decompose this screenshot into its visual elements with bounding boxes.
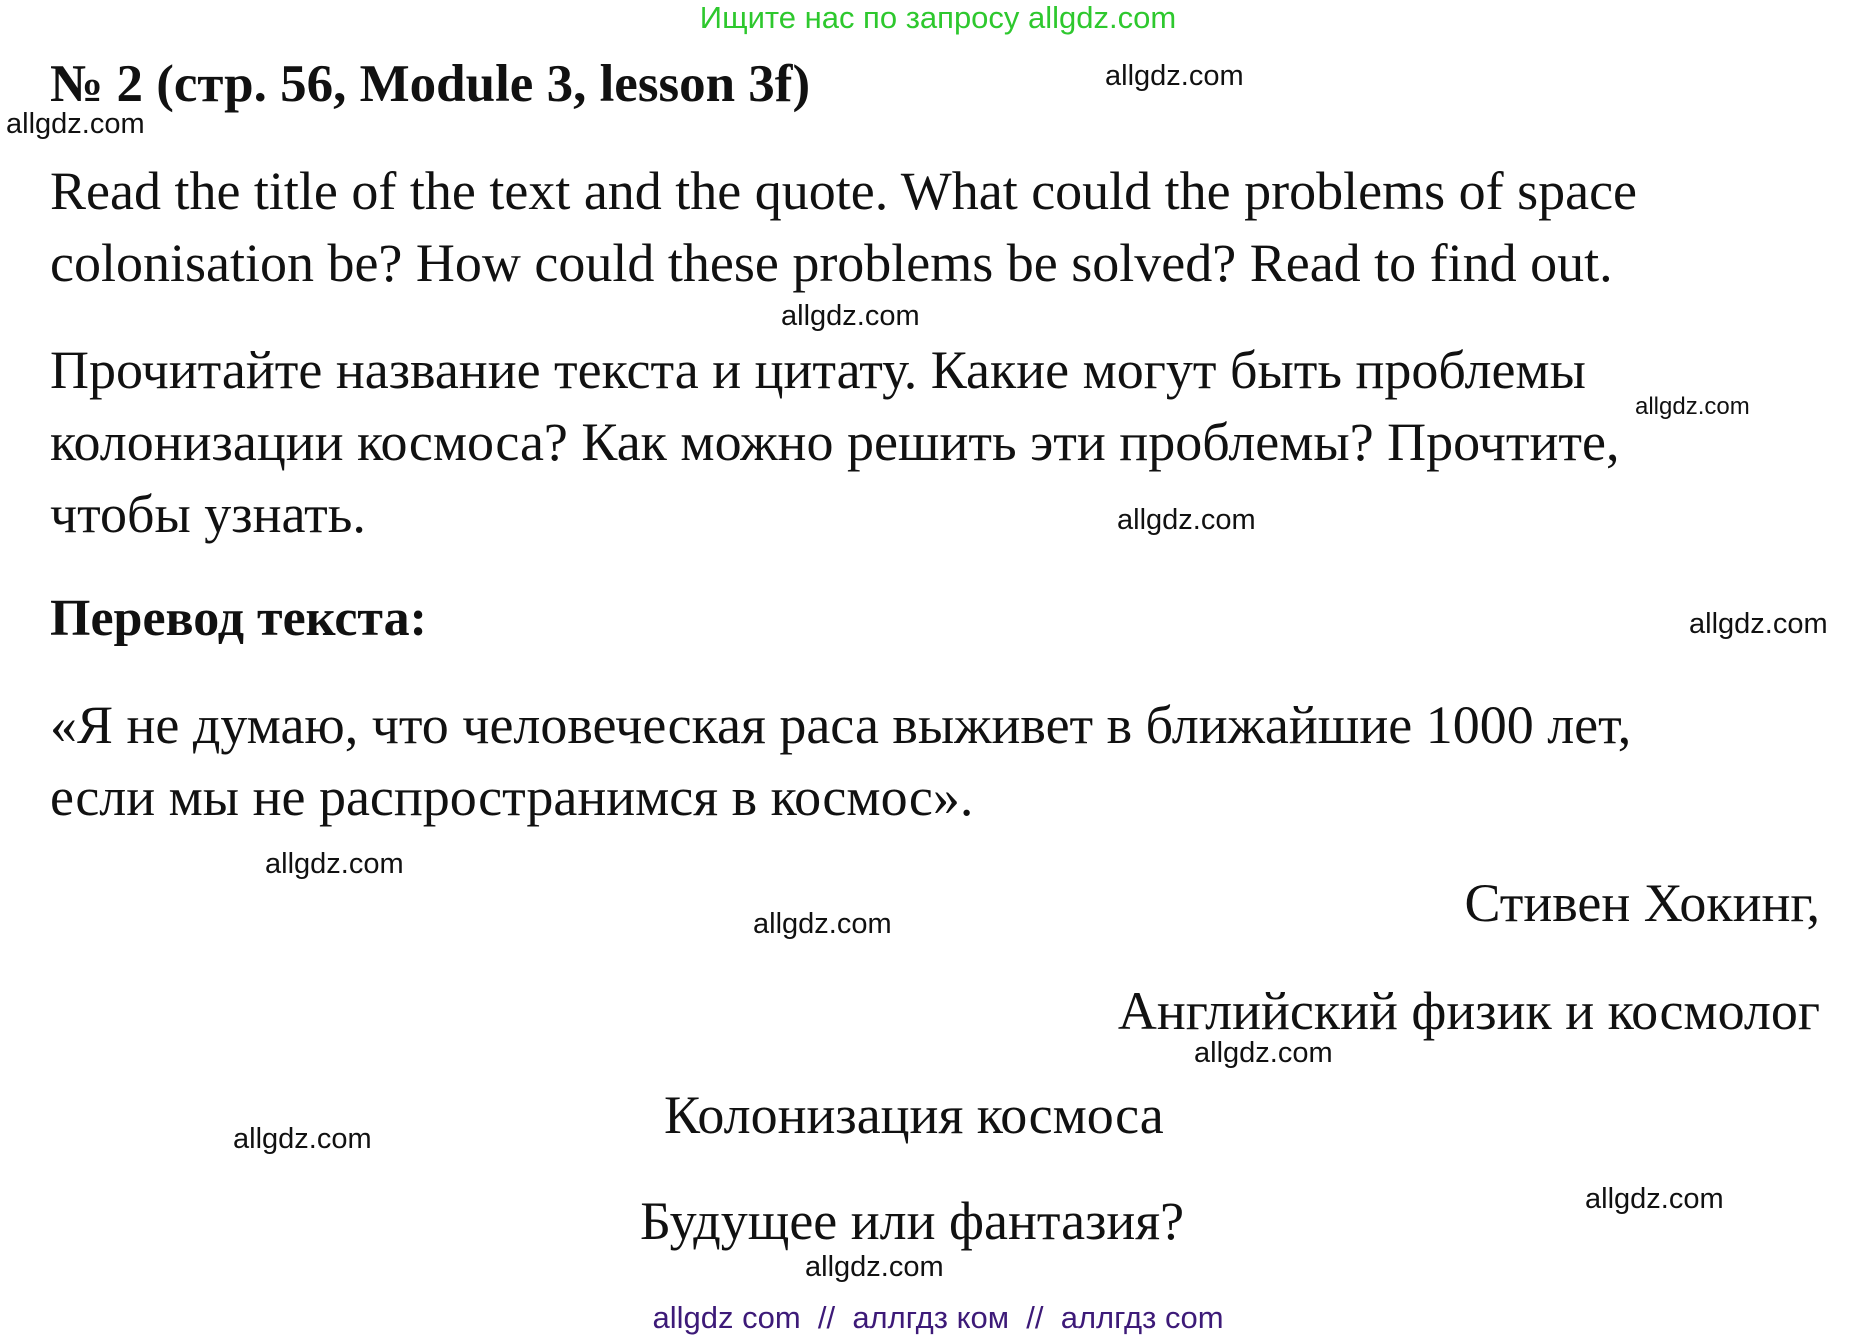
quote-line: если мы не распространимся в космос». [50,767,974,827]
quote-author-description: Английский физик и космолог [1117,981,1820,1041]
watermark: allgdz.com [753,908,892,940]
watermark: allgdz.com [781,300,920,332]
task-ru-line: чтобы узнать. [50,484,366,544]
watermark: allgdz.com [1585,1183,1724,1215]
text-title: Колонизация космоса [664,1085,1164,1145]
task-en-line: Read the title of the text and the quote. What could the problems of space [50,161,1638,221]
exercise-title: № 2 (стр. 56, Module 3, lesson 3f) [50,55,811,113]
footer-links[interactable]: allgdz com // аллгдз ком // аллгдз com [652,1300,1224,1335]
task-ru-line: Прочитайте название текста и цитату. Какие могут быть проблемы [50,340,1586,400]
text-subtitle: Будущее или фантазия? [640,1191,1185,1251]
quote-line: «Я не думаю, что человеческая раса выживет в ближайшие 1000 лет, [50,695,1632,755]
watermark: allgdz.com [6,108,145,140]
task-en-line: colonisation be? How could these problems be solved? Read to find out. [50,233,1613,293]
watermark: allgdz.com [1635,393,1750,420]
translation-heading: Перевод текста: [50,590,427,647]
watermark: allgdz.com [1194,1037,1333,1069]
watermark: allgdz.com [805,1251,944,1283]
watermark: allgdz.com [233,1123,372,1155]
watermark: allgdz.com [1689,608,1828,640]
search-banner[interactable]: Ищите нас по запросу allgdz.com [699,0,1177,35]
watermark: allgdz.com [265,848,404,880]
watermark: allgdz.com [1117,504,1256,536]
task-ru-line: колонизации космоса? Как можно решить эти проблемы? Прочтите, [50,412,1620,472]
watermark: allgdz.com [1105,60,1244,92]
quote-author: Стивен Хокинг, [1464,873,1820,933]
